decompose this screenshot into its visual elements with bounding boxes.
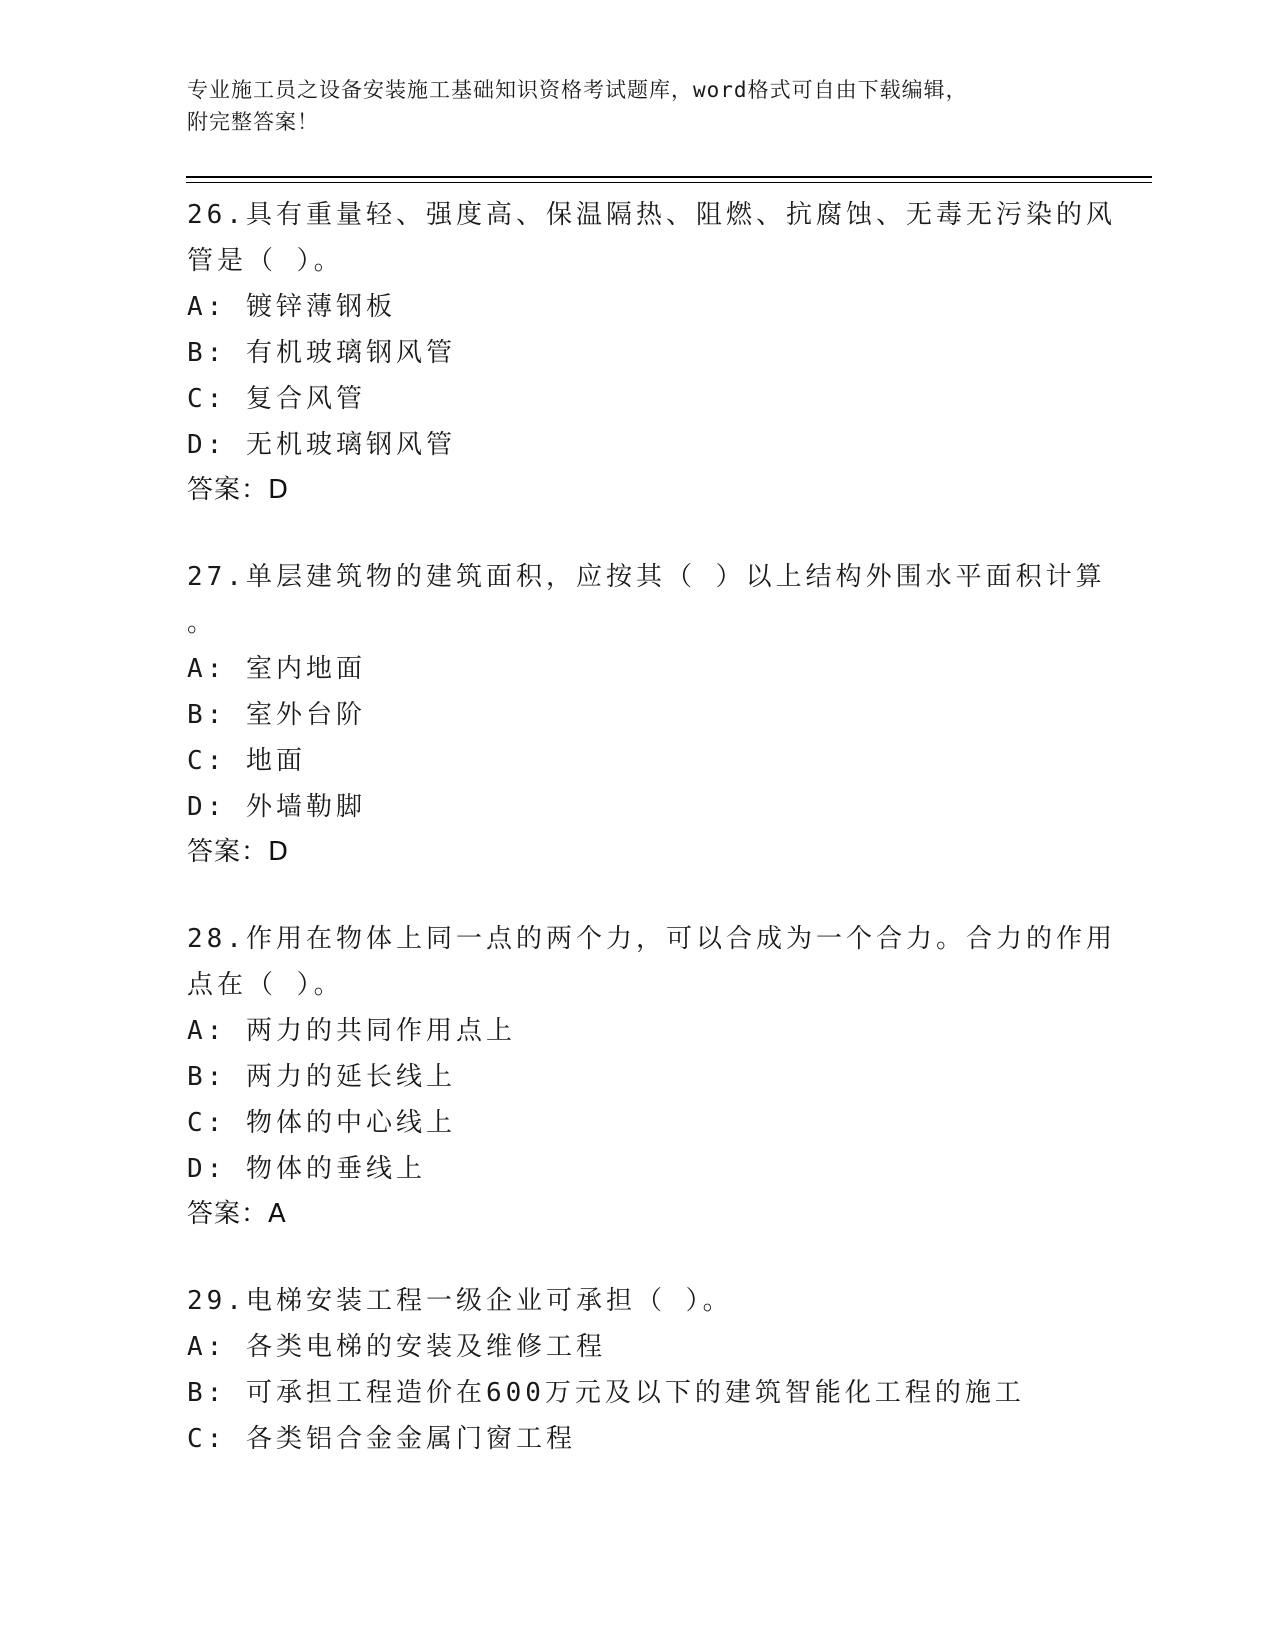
option-c: C: 物体的中心线上 [187,1108,456,1138]
option-a: A: 镀锌薄钢板 [187,292,396,322]
header-line-1: 专业施工员之设备安装施工基础知识资格考试题库，word格式可自由下载编辑， [187,78,968,102]
answer: 答案：D [187,837,290,867]
question-28 [187,916,1117,1236]
question-stem: 28.作用在物体上同一点的两个力，可以合成为一个合力。合力的作用 [187,924,1116,954]
option-a: A: 各类电梯的安装及维修工程 [187,1332,606,1362]
question-stem-continued: 。 [187,608,218,638]
question-stem: 26.具有重量轻、强度高、保温隔热、阻燃、抗腐蚀、无毒无污染的风 [187,200,1116,230]
question-list [187,192,1117,1504]
option-d: D: 无机玻璃钢风管 [187,430,456,460]
option-b: B: 室外台阶 [187,700,366,730]
option-c: C: 地面 [187,746,306,776]
header-divider-thick [186,176,1152,178]
question-stem-continued: 点在（ ）。 [187,970,344,1000]
header-divider-thin [186,182,1152,183]
option-b: B: 有机玻璃钢风管 [187,338,456,368]
option-d: D: 外墙勒脚 [187,792,366,822]
option-c: C: 各类铝合金金属门窗工程 [187,1424,576,1454]
option-b: B: 两力的延长线上 [187,1062,456,1092]
option-a: A: 室内地面 [187,654,366,684]
question-29 [187,1278,1117,1462]
question-26 [187,192,1117,512]
question-27 [187,554,1117,874]
document-header [187,74,1067,138]
question-stem: 29.电梯安装工程一级企业可承担（ ）。 [187,1286,733,1316]
option-d: D: 物体的垂线上 [187,1154,426,1184]
question-stem: 27.单层建筑物的建筑面积，应按其（ ）以上结构外围水平面积计算 [187,562,1106,592]
option-a: A: 两力的共同作用点上 [187,1016,516,1046]
option-c: C: 复合风管 [187,384,366,414]
answer: 答案：A [187,1199,287,1229]
answer: 答案：D [187,475,290,505]
question-stem-continued: 管是（ ）。 [187,246,344,276]
header-line-2: 附完整答案！ [187,110,319,134]
option-b: B: 可承担工程造价在600万元及以下的建筑智能化工程的施工 [187,1378,1025,1408]
